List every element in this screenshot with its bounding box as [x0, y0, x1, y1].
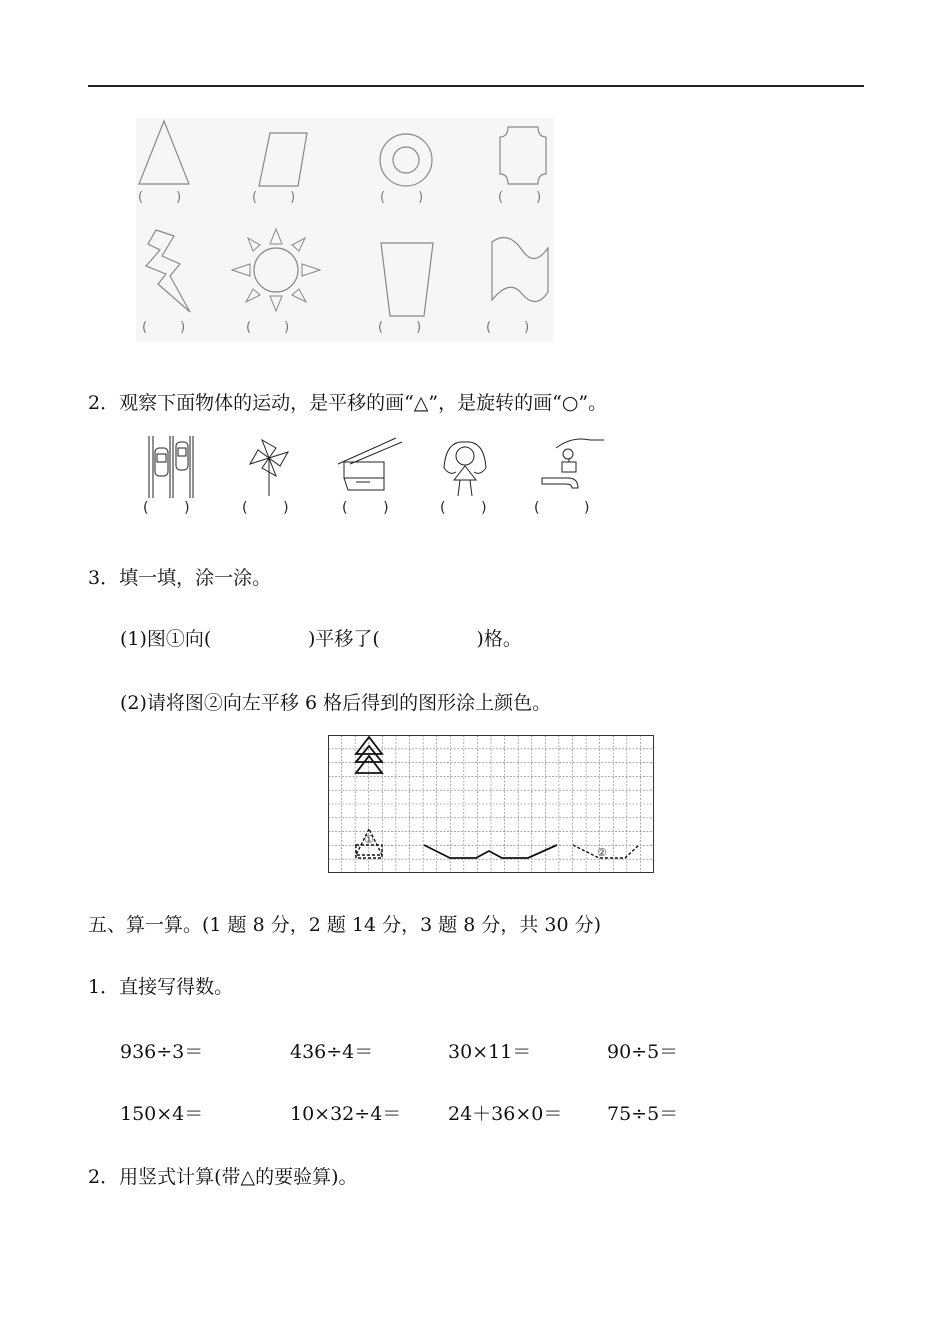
lightning-shape	[140, 228, 200, 318]
shape-paren-5[interactable]: ( )	[142, 320, 186, 335]
faucet-picture	[538, 434, 608, 494]
trapezoid-shape	[378, 240, 438, 320]
octagon-shape	[494, 124, 554, 190]
pinwheel-picture	[244, 436, 294, 498]
shape-paren-2[interactable]: ( )	[252, 190, 296, 205]
shape-paren-3[interactable]: ( )	[380, 190, 424, 205]
q2-paren-3[interactable]: ( )	[342, 500, 389, 516]
wave-figure	[424, 845, 557, 858]
wavy-flag-shape	[486, 234, 552, 314]
calc-4: 90÷5＝	[607, 1041, 679, 1063]
figure-1-label: ①	[364, 833, 374, 846]
parallelogram-shape	[256, 130, 316, 190]
ring-shape	[376, 130, 436, 190]
section5-q2: 2．用竖式计算(带△的要验算)。	[88, 1166, 358, 1188]
shape-paren-7[interactable]: ( )	[378, 320, 422, 335]
calc-6: 10×32÷4＝	[290, 1103, 402, 1125]
q2-paren-4[interactable]: ( )	[440, 500, 487, 516]
shape-paren-4[interactable]: ( )	[498, 190, 542, 205]
translation-grid	[328, 735, 654, 873]
girl-jumping-rope-picture	[440, 438, 490, 502]
q2-text: 2．观察下面物体的运动，是平移的画“△”，是旋转的画“○”。	[88, 392, 608, 414]
calc-1: 936÷3＝	[120, 1041, 204, 1063]
shape-paren-6[interactable]: ( )	[246, 320, 290, 335]
calc-5: 150×4＝	[120, 1103, 204, 1125]
cars-picture	[146, 434, 196, 500]
q2-paren-1[interactable]: ( )	[143, 500, 190, 516]
sun-shape	[228, 224, 324, 316]
shape-paren-8[interactable]: ( )	[486, 320, 530, 335]
q3-sub1: (1)图①向( )平移了( )格。	[120, 628, 522, 650]
calc-8: 75÷5＝	[607, 1103, 679, 1125]
calc-3: 30×11＝	[448, 1041, 532, 1063]
calc-7: 24＋36×0＝	[448, 1103, 563, 1125]
header-rule	[88, 85, 864, 87]
section5-q1: 1．直接写得数。	[88, 976, 234, 998]
q2-paren-5[interactable]: ( )	[534, 500, 590, 516]
figure-2-label: ②	[597, 846, 607, 859]
section5-title: 五、算一算。(1 题 8 分，2 题 14 分，3 题 8 分，共 30 分)	[88, 914, 602, 936]
drawer-picture	[336, 434, 406, 498]
q2-paren-2[interactable]: ( )	[242, 500, 289, 516]
q3-sub2: (2)请将图②向左平移 6 格后得到的图形涂上颜色。	[120, 692, 552, 714]
calc-2: 436÷4＝	[290, 1041, 374, 1063]
triangle-shape	[136, 118, 196, 188]
q3-text: 3．填一填，涂一涂。	[88, 567, 272, 589]
shape-panel	[136, 118, 554, 342]
shape-paren-1[interactable]: ( )	[138, 190, 182, 205]
